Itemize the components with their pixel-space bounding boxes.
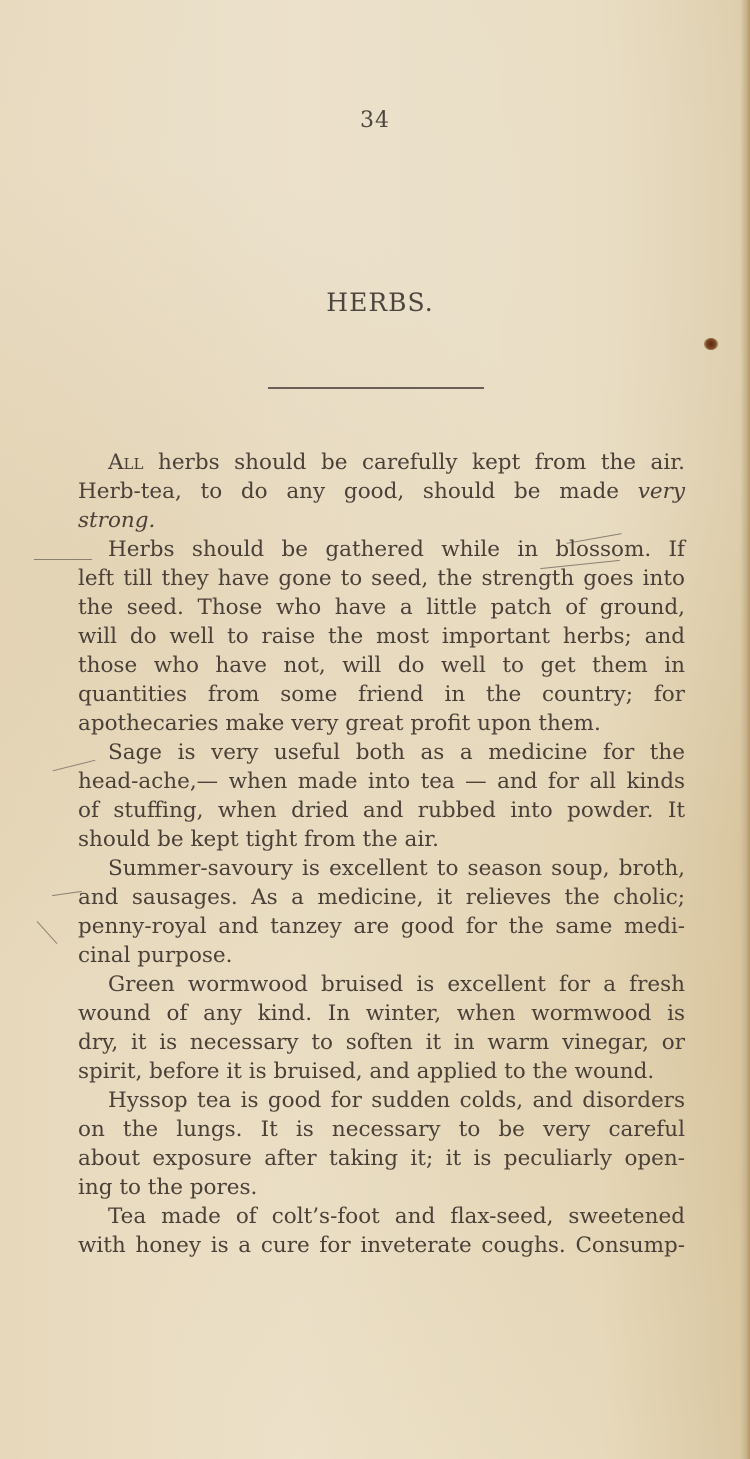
text-line: Hyssop tea is good for sudden colds, and disorders xyxy=(108,1088,685,1113)
text-line: left till they have gone to seed, the strength goes into xyxy=(78,566,685,591)
text-line: strong. xyxy=(78,508,156,533)
text-line: should be kept tight from the air. xyxy=(78,827,439,852)
text-line: Herb-tea, to do any good, should be made very xyxy=(78,479,685,504)
text-line: head-ache,— when made into tea — and for all kinds xyxy=(78,769,685,794)
text-line: those who have not, will do well to get them in xyxy=(78,653,685,678)
text-line: about exposure after taking it; it is peculiarly open- xyxy=(78,1146,685,1171)
text-line: of stuffing, when dried and rubbed into powder. It xyxy=(78,798,685,823)
text-line: Summer-savoury is excellent to season soup, broth, xyxy=(108,856,685,881)
text-line: quantities from some friend in the country; for xyxy=(78,682,685,707)
page-edge-shadow xyxy=(740,0,750,1459)
lead-word: All xyxy=(108,450,144,475)
text-line: apothecaries make very great profit upon them. xyxy=(78,711,601,736)
text-line: and sausages. As a medicine, it relieves the cholic; xyxy=(78,885,685,910)
text-line: Herbs should be gathered while in blossom. If xyxy=(108,537,685,562)
page-number: 34 xyxy=(360,108,390,133)
text-line: cinal purpose. xyxy=(78,943,233,968)
text-line: the seed. Those who have a little patch of ground, xyxy=(78,595,685,620)
text-line: spirit, before it is bruised, and applied to the wound. xyxy=(78,1059,655,1084)
text-line: dry, it is necessary to soften it in warm vinegar, or xyxy=(78,1030,685,1055)
text-line: All herbs should be carefully kept from the air. xyxy=(108,450,685,475)
text-line: with honey is a cure for inveterate coughs. Consump- xyxy=(78,1233,685,1258)
text-line: Green wormwood bruised is excellent for a fresh xyxy=(108,972,685,997)
text-line: ing to the pores. xyxy=(78,1175,258,1200)
text-line: Sage is very useful both as a medicine for the xyxy=(108,740,685,765)
chapter-title: HERBS. xyxy=(326,288,434,317)
margin-mark xyxy=(37,921,58,944)
text-line: Tea made of colt’s-foot and flax-seed, sweetened xyxy=(108,1204,685,1229)
text-line: wound of any kind. In winter, when wormwood is xyxy=(78,1001,685,1026)
ink-stain xyxy=(704,338,718,350)
body-text xyxy=(78,448,685,1260)
text-line: on the lungs. It is necessary to be very careful xyxy=(78,1117,685,1142)
text-line: penny-royal and tanzey are good for the same medi- xyxy=(78,914,685,939)
text-line: will do well to raise the most important herbs; and xyxy=(78,624,685,649)
title-divider xyxy=(268,387,484,389)
